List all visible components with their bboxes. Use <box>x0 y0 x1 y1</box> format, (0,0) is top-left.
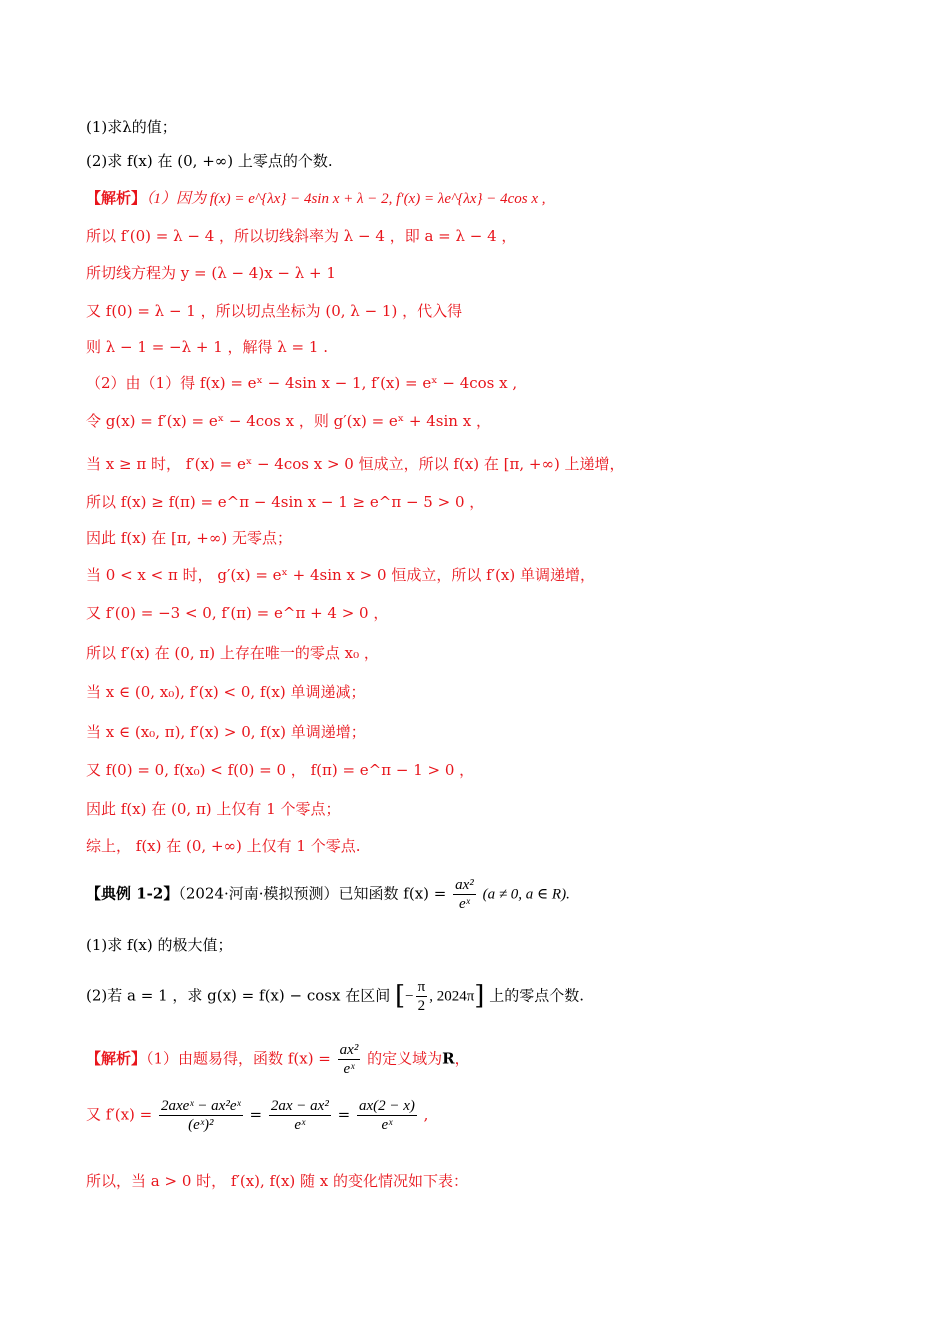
solution2-l2-a: 又 f′(x) = <box>86 1105 153 1124</box>
equals-sign: = <box>337 1105 351 1124</box>
fraction-numerator: ax(2 − x) <box>358 1098 415 1114</box>
bracket-right: ] <box>474 980 485 1011</box>
interval-tail: , 2024π <box>429 988 475 1005</box>
fraction-denominator: eˣ <box>459 896 470 912</box>
derivative-fraction-2 <box>269 1097 331 1134</box>
fraction-numerator: ax² <box>339 1042 359 1058</box>
solution-line-10: 因此 f(x) 在 [π, +∞) 无零点； <box>86 529 292 547</box>
example-tag: 【典例 1-2】 <box>86 884 179 903</box>
example-tail: (a ≠ 0, a ∈ R). <box>482 886 570 903</box>
solution2-line-3: 所以，当 a > 0 时， f′(x), f(x) 随 x 的变化情况如下表： <box>86 1172 469 1190</box>
derivative-fraction-3 <box>357 1097 417 1134</box>
question-2-tail: 上的零点个数. <box>489 986 584 1005</box>
solution-line-7: 令 g(x) = f′(x) = eˣ − 4cos x ，则 g′(x) = eˣ + 4sin x ， <box>86 412 491 430</box>
solution-line-4: 又 f(0) = λ − 1 ，所以切点坐标为 (0, λ − 1) ，代入得 <box>86 302 463 320</box>
question-2: (2)求 f(x) 在 (0, +∞) 上零点的个数. <box>86 152 333 170</box>
solution2-l1-b: 的定义域为 <box>367 1049 443 1068</box>
solution2-l1-a: （1）由题易得，函数 f(x) = <box>146 1049 331 1068</box>
solution2-l1-c: ， <box>454 1049 470 1068</box>
question-2-lead: (2)若 a = 1 ，求 g(x) = f(x) − cosx 在区间 <box>86 986 391 1005</box>
solution2-line-1 <box>86 1041 470 1078</box>
solution2-tag: 【解析】 <box>86 1049 147 1068</box>
solution2-fraction <box>338 1041 361 1078</box>
solution-line-17: 因此 f(x) 在 (0, π) 上仅有 1 个零点； <box>86 800 341 818</box>
example-lead: （2024·河南·模拟预测）已知函数 f(x) = <box>178 884 447 903</box>
fraction-numerator: 2ax − ax² <box>270 1098 329 1114</box>
minus-sign: − <box>405 988 414 1005</box>
fraction-numerator: 2axeˣ − ax²eˣ <box>161 1098 241 1114</box>
solution-line-6: （2）由（1）得 f(x) = eˣ − 4sin x − 1, f′(x) = eˣ − 4cos x , <box>86 374 518 392</box>
solution-line-11: 当 0 < x < π 时， g′(x) = eˣ + 4sin x > 0 恒成立，所以 f′(x) 单调递增， <box>86 566 595 584</box>
interval-fraction <box>416 978 428 1015</box>
solution-line-8: 当 x ≥ π 时， f′(x) = eˣ − 4cos x > 0 恒成立，所以 f(x) 在 [π, +∞) 上递增， <box>86 455 625 473</box>
solution-line-3: 所切线方程为 y = (λ − 4)x − λ + 1 <box>86 264 336 282</box>
example-question-2 <box>86 978 584 1015</box>
solution-tag: 【解析】 <box>86 189 147 207</box>
solution-line-15: 当 x ∈ (x₀, π), f′(x) > 0, f(x) 单调递增； <box>86 723 366 741</box>
fraction-denominator: eˣ <box>294 1117 306 1133</box>
solution2-domain-R: R <box>442 1049 455 1068</box>
solution2-line-2 <box>86 1097 428 1134</box>
solution-line-5: 则 λ − 1 = −λ + 1 ，解得 λ = 1 . <box>86 338 328 356</box>
equals-sign: = <box>249 1105 263 1124</box>
solution-line-1 <box>86 189 546 208</box>
solution-text: （1）因为 f(x) = e^{λx} − 4sin x + λ − 2, f′(x) = λe^{λx} − 4cos x , <box>146 191 546 207</box>
solution-line-9: 所以 f(x) ≥ f(π) = e^π − 4sin x − 1 ≥ e^π − 5 > 0 ， <box>86 493 485 511</box>
example-question-1: (1)求 f(x) 的极大值； <box>86 936 233 954</box>
example-fraction <box>453 876 476 913</box>
interval-numerator: π <box>417 979 426 995</box>
question-1: (1)求λ的值； <box>86 118 177 136</box>
solution-line-16: 又 f(0) = 0, f(x₀) < f(0) = 0 ， f(π) = e^π − 1 > 0 ， <box>86 761 475 779</box>
bracket-left: [ <box>394 980 406 1011</box>
solution-line-18: 综上， f(x) 在 (0, +∞) 上仅有 1 个零点. <box>86 837 361 855</box>
fraction-denominator: eˣ <box>343 1061 355 1077</box>
interval-denominator: 2 <box>417 998 426 1014</box>
fraction-denominator: (eˣ)² <box>188 1117 214 1133</box>
fraction-denominator: eˣ <box>381 1117 393 1133</box>
solution2-l2-end: , <box>423 1105 429 1124</box>
solution-line-12: 又 f′(0) = −3 < 0, f′(π) = e^π + 4 > 0 ， <box>86 604 389 622</box>
solution-line-14: 当 x ∈ (0, x₀), f′(x) < 0, f(x) 单调递减； <box>86 683 366 701</box>
solution-line-13: 所以 f′(x) 在 (0, π) 上存在唯一的零点 x₀ ， <box>86 644 379 662</box>
example-heading <box>86 876 570 913</box>
fraction-numerator: ax² <box>455 877 474 893</box>
solution-line-2: 所以 f′(0) = λ − 4 ，所以切线斜率为 λ − 4 ，即 a = λ − 4 ， <box>86 227 517 245</box>
derivative-fraction-1 <box>159 1097 243 1134</box>
